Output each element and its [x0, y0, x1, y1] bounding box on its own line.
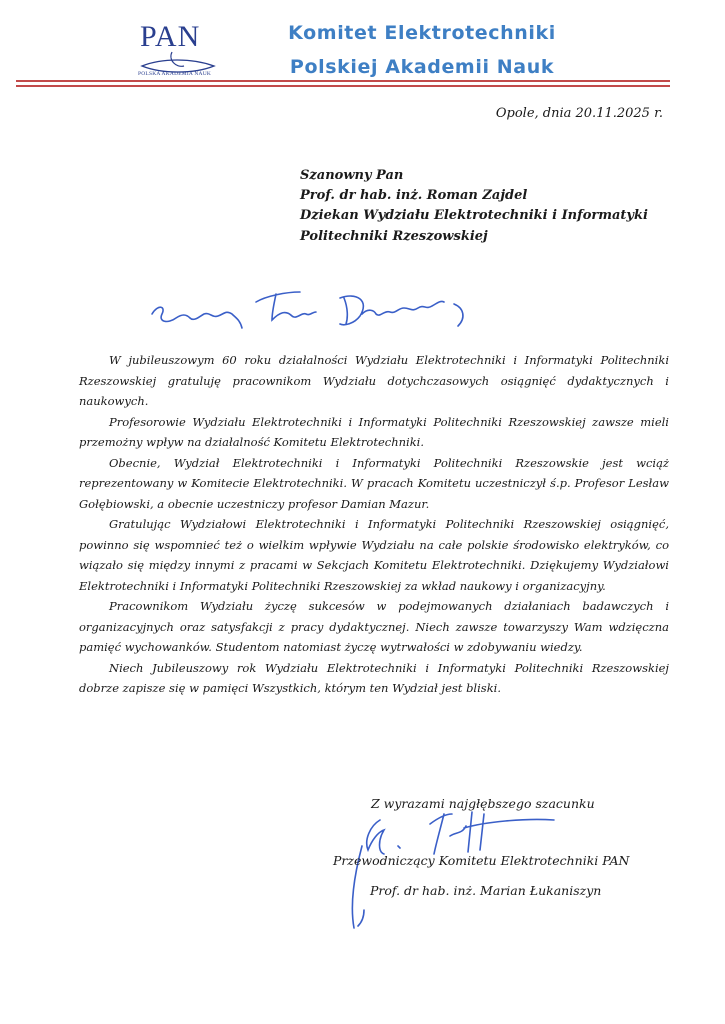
paragraph: Gratulując Wydziałowi Elektrotechniki i Informatyki Politechniki Rzeszowskiej osiągnięć, powinno się wspomnieć też o wielkim wpływie Wydziału na całe polskie środowisko elektryków, co wiązało się między innymi z pracami w Sekcjach Komitetu Elektrotechniki. Dziękujemy Wydziałowi Elektrotechniki i Informatyki Politechniki Rzeszowskiej za wkład naukowy i organizacyjny.	[79, 517, 669, 593]
pan-logo	[132, 22, 224, 84]
handwritten-greeting	[148, 284, 478, 334]
header-rule-top	[16, 80, 670, 82]
committee-title-line2: Polskiej Akademii Nauk	[289, 56, 555, 78]
paragraph: W jubileuszowym 60 roku działalności Wydziału Elektrotechniki i Informatyki Politechniki Rzeszowskiej gratuluję pracownikom Wydziału dotychczasowych osiągnięć dydaktycznych i naukowych.	[79, 353, 669, 408]
addressee-salutation: Szanowny Pan	[300, 168, 404, 183]
signatory-role: Przewodniczący Komitetu Elektrotechniki PAN	[333, 853, 630, 868]
paragraph: Niech Jubileuszowy rok Wydziału Elektrotechniki i Informatyki Politechniki Rzeszowskiej dobrze zapisze się w pamięci Wszystkich, którym ten Wydział jest bliski.	[79, 660, 669, 695]
addressee-institution: Politechniki Rzeszowskiej	[300, 229, 488, 244]
logo-subtext: POLSKA AKADEMIA NAUK	[138, 71, 212, 77]
paragraph: Obecnie, Wydział Elektrotechniki i Informatyki Politechniki Rzeszowskie jest wciąż reprezentowany w Komitecie Elektrotechniki. W pracach Komitetu uczestniczył ś.p. Profesor Lesław Gołębiowski, a obecnie uczestniczy profesor Damian Mazur.	[79, 455, 669, 511]
addressee-position: Dziekan Wydziału Elektrotechniki i Informatyki	[300, 208, 648, 223]
signatory-name: Prof. dr hab. inż. Marian Łukaniszyn	[370, 883, 602, 898]
paragraph: Profesorowie Wydziału Elektrotechniki i Informatyki Politechniki Rzeszowskiej zawsze mieli przemożny wpływ na działalność Komitetu Elektrotechniki.	[79, 414, 669, 449]
logo-letters: PAN	[140, 20, 201, 53]
addressee-name: Prof. dr hab. inż. Roman Zajdel	[300, 188, 528, 203]
header-rule-bottom	[16, 85, 670, 87]
closing-phrase: Z wyrazami najgłębszego szacunku	[371, 796, 595, 811]
paragraph: Pracownikom Wydziału życzę sukcesów w podejmowanych działaniach badawczych i organizacyjnych oraz satysfakcji z pracy dydaktycznej. Niech zawsze towarzyszy Wam wdzięczna pamięć wychowanków. Studentom natomiast życzę wytrwałości w zdobywaniu wiedzy.	[79, 599, 669, 654]
letter-body	[79, 350, 669, 699]
signature-image	[340, 806, 560, 936]
committee-title-line1: Komitet Elektrotechniki	[288, 22, 556, 44]
place-date: Opole, dnia 20.11.2025 r.	[495, 106, 663, 121]
